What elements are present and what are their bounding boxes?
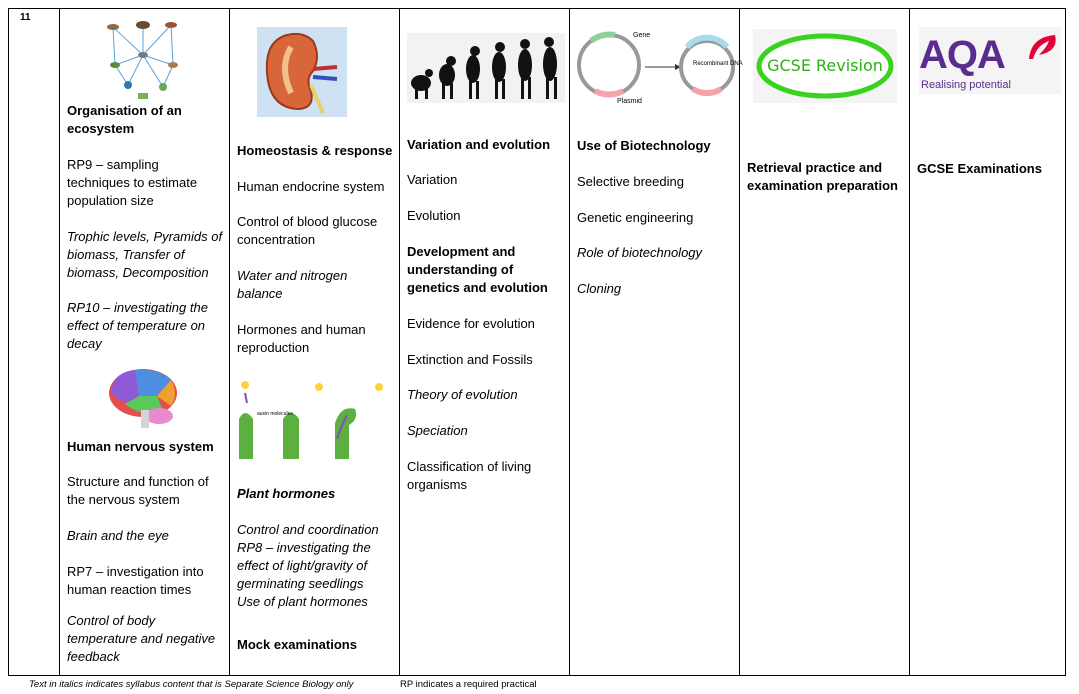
evolution-image [407,33,565,103]
text-theory-evolution: Theory of evolution [407,387,518,402]
heading-retrieval: Retrieval practice and examination preparation [747,160,898,193]
auxin-label: auxin molecules [257,411,293,417]
text-trophic: Trophic levels, Pyramids of biomass, Transfer of biomass, Decomposition [67,229,223,280]
text-rp7: RP7 – investigation into human reaction times [67,564,204,597]
gcse-revision-logo [753,29,897,103]
heading-gcse-examinations: GCSE Examinations [917,161,1042,176]
text-genetic-engineering: Genetic engineering [577,210,694,225]
footer-rp-note: RP indicates a required practical [400,679,537,690]
aqa-swoosh-icon [1025,33,1059,63]
text-classification: Classification of living organisms [407,459,532,492]
text-body-temperature: Control of body temperature and negative feedback [67,613,216,664]
text-speciation: Speciation [407,423,468,438]
column-ecosystem [59,9,229,675]
text-brain-eye: Brain and the eye [67,528,169,543]
aqa-tagline: Realising potential [921,79,1011,91]
plasmid-label: Plasmid [617,98,642,105]
text-selective-breeding: Selective breeding [577,174,684,189]
text-nervous-structure: Structure and function of the nervous system [67,474,209,507]
heading-homeostasis: Homeostasis & response [237,143,393,158]
gcse-revision-text: GCSE Revision [767,56,883,75]
text-variation: Variation [407,172,458,187]
heading-nervous-system: Human nervous system [67,439,214,454]
heading-biotechnology: Use of Biotechnology [577,138,711,153]
text-evolution: Evolution [407,208,461,223]
text-rp10: RP10 – investigating the effect of temperature on decay [67,300,208,351]
text-hormones-reproduction: Hormones and human reproduction [237,322,366,355]
heading-variation-evolution: Variation and evolution [407,137,551,152]
footer-italic-note: Text in italics indicates syllabus content that is Separate Science Biology only [29,679,354,690]
aqa-text: AQA [919,33,1005,77]
text-rp9: RP9 – sampling techniques to estimate population size [67,157,198,208]
recombinant-label: Recombinant DNA [693,61,743,67]
text-use-plant-hormones: Use of plant hormones [237,594,368,609]
year-label: 11 [20,12,31,23]
text-cloning: Cloning [577,281,622,296]
text-rp8: RP8 – investigating the effect of light/gravity of germinating seedlings [237,540,371,591]
heading-ecosystem: Organisation of an ecosystem [67,103,182,136]
column-revision [739,9,909,675]
gene-label: Gene [633,32,651,39]
food-web-image [103,15,183,101]
text-role-biotechnology: Role of biotechnology [577,245,703,260]
aqa-logo [919,27,1061,94]
text-blood-glucose: Control of blood glucose concentration [237,214,378,247]
column-examinations [909,9,1065,675]
text-control-coordination: Control and coordination [237,522,379,537]
curriculum-table [8,8,1066,676]
text-extinction-fossils: Extinction and Fossils [407,352,533,367]
text-water-nitrogen: Water and nitrogen balance [237,268,348,301]
text-evidence-evolution: Evidence for evolution [407,316,535,331]
heading-genetics-evolution: Development and understanding of genetics and evolution [407,244,548,295]
text-endocrine: Human endocrine system [237,179,385,194]
heading-mock-exams: Mock examinations [237,637,357,652]
plasmid-diagram [575,17,743,107]
plant-shoot-image [235,379,385,459]
column-homeostasis [229,9,399,675]
column-evolution [399,9,569,675]
brain-image [105,366,181,430]
kidney-image [257,27,347,117]
heading-plant-hormones: Plant hormones [237,486,336,501]
column-biotechnology [569,9,743,675]
